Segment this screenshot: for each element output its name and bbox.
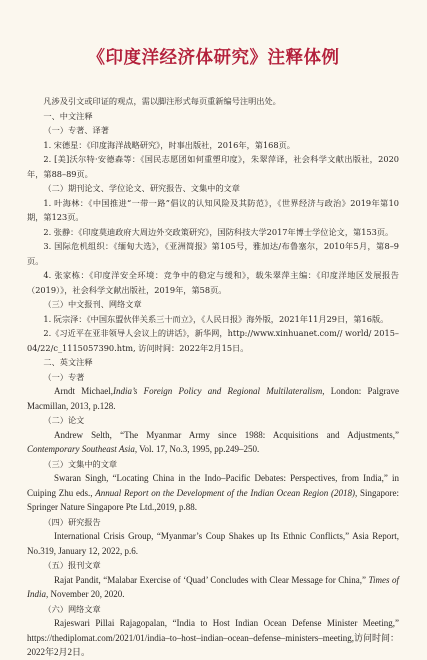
en-example-article (27, 428, 399, 457)
subheading-en-report: （四）研究报告 (43, 516, 101, 527)
subheading-monographs: （一）专著、译著 (43, 125, 109, 135)
en-collection-info: , Singapore: Springer Nature Singapore Pte Ltd.,2019, p.88. (27, 487, 400, 512)
en-collection-ref: Swaran Singh, “Locating China in the Indo–Pacific Debates: Perspectives, from India,” in Cuiping Zhu eds., (27, 473, 399, 498)
en-example-collection (27, 471, 399, 515)
intro-paragraph: 凡涉及引文或印证的观点，需以脚注形式每页重新编号注明出处。 (43, 96, 281, 106)
en-example-monograph (27, 384, 399, 413)
subheading-journal-articles: （二）期刊论文、学位论文、研究报告、文集中的文章 (43, 183, 240, 193)
section-heading-english: 二、英文注释 (43, 357, 93, 367)
en-newspaper-date: , November 20, 2020. (46, 589, 125, 599)
document-body (27, 94, 399, 660)
cn-example-2-4: 4. 张家栋：《印度洋安全环境：竞争中的稳定与缓和》，载朱翠萍主编：《印度洋地区发展报告（2019）》，社会科学文献出版社，2019年，第58页。 (27, 270, 399, 295)
subheading-en-newspaper: （五）报刊文章 (43, 560, 101, 570)
subheading-en-articles: （二）论文 (43, 415, 85, 425)
subheading-en-web: （六）网络文章 (43, 603, 101, 614)
cn-example-2-1: 1. 叶海林：《中国推进“一带一路”倡议的认知风险及其防范》，《世界经济与政治》2019年第10期，第123页。 (27, 197, 399, 222)
page-title: 《印度洋经济体研究》注释体例 (87, 48, 340, 68)
section-heading-chinese: 一、中文注释 (43, 110, 93, 121)
en-newspaper-title: Times of India (27, 574, 399, 599)
en-article-ref: Andrew Selth, “The Myanmar Army since 1988: Acquisitions and Adjustments,” (54, 429, 399, 440)
en-newspaper-ref: Rajat Pandit, “Malabar Exercise of ‘Quad’ Concludes with Clear Message for China,” (54, 574, 367, 585)
subheading-newspapers-web: （三）中文报刊、网络文章 (43, 299, 142, 309)
cn-example-1-2: 2. [美]沃尔特·安德森等：《国民志愿团如何重塑印度》，朱翠萍译，社会科学文献出版社，2020年，第88–89页。 (27, 154, 399, 179)
cn-example-2-3: 3. 国际危机组织：《缅甸大选》，《亚洲简报》第105号，雅加达/布鲁塞尔，2010年5月，第8–9页。 (27, 241, 399, 266)
en-book-title: India’s Foreign Policy and Regional Multilateralism (113, 386, 323, 396)
en-example-web: Rajeswari Pillai Rajagopalan, “India to Host Indian Ocean Defense Minister Meeting,” https://thediplomat.com/2021/01/india–to–host–indian–ocean–defense–ministers–meeting,访问时间：2022年2月2日。 (27, 618, 399, 657)
en-example-report: International Crisis Group, “Myanmar’s Coup Shakes up Its Ethnic Conflicts,” Asia Report, No.319, January 12, 2022, p.6. (27, 531, 399, 556)
en-author: Arndt Michael, (54, 386, 113, 396)
subheading-en-monographs: （一）专著 (43, 371, 85, 382)
subheading-en-collection: （三）文集中的文章 (43, 458, 118, 469)
cn-example-1-1: 1. 宋德星：《印度海洋战略研究》，时事出版社，2016年，第168页。 (43, 139, 295, 150)
en-journal-info: , Vol. 17, No.3, 1995, pp.249–250. (134, 444, 260, 454)
cn-example-3-2: 2.《习近平在亚非领导人会议上的讲话》，新华网，http://www.xinhuanet.com// world/ 2015–04/22/c_1115057390.htm, 访问时间：2022年2月15日。 (27, 328, 399, 353)
en-journal-title: Contemporary Southeast Asia (27, 444, 135, 454)
en-example-newspaper (27, 573, 399, 602)
en-collection-title: Annual Report on the Development of the Indian Ocean Region (2018) (95, 487, 356, 498)
cn-example-3-1: 1. 阮宗泽：《中国东盟伙伴关系三十而立》，《人民日报》海外版，2021年11月29日，第16版。 (43, 313, 389, 324)
en-publication-info: , London: Palgrave Macmillan, 2013, p.128. (27, 386, 399, 411)
cn-example-2-2: 2. 张静：《印度莫迪政府大周边外交政策研究》，国防科技大学2017年博士学位论文，第153页。 (43, 226, 394, 237)
